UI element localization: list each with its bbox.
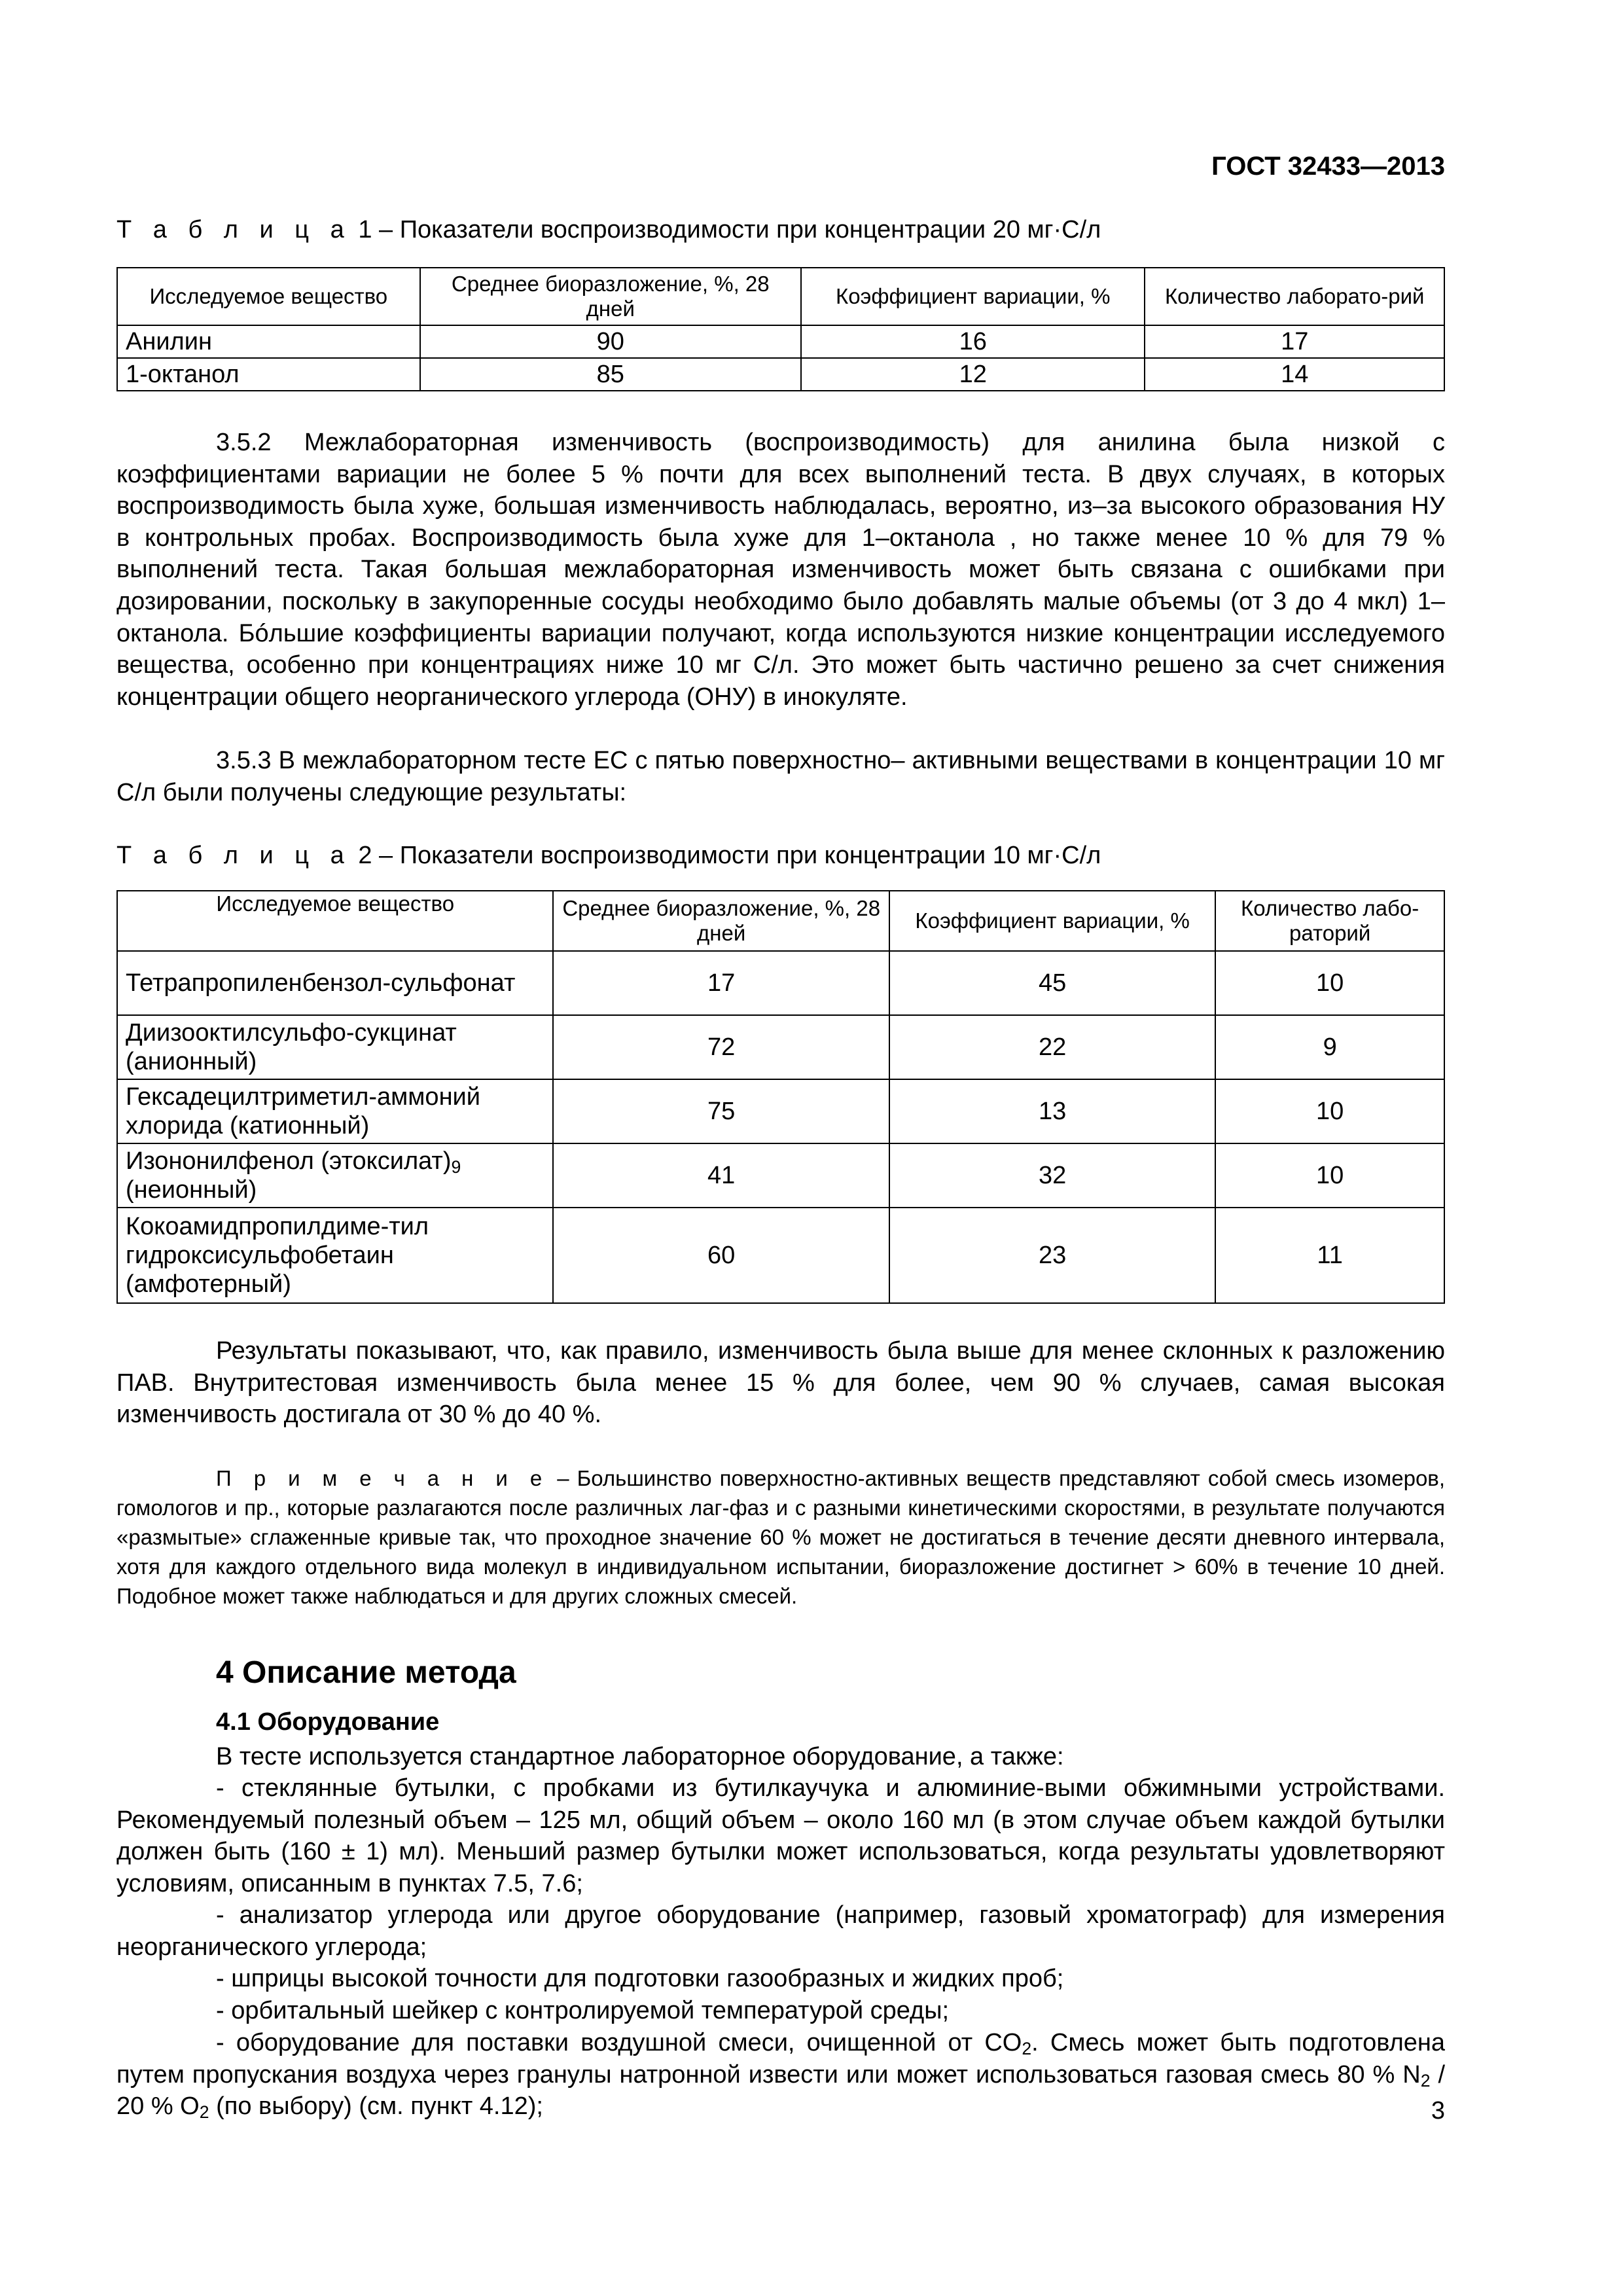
table2-cell: 60 (553, 1208, 889, 1303)
table-row (117, 325, 1444, 358)
equipment-item-5-text: (по выбору) (см. пункт 4.12); (209, 2092, 543, 2121)
paragraph-3-5-2-text: 3.5.2 Межлабораторная изменчивость (воспроизводимость) для анилина была низкой с коэффициентами вариации не более 5 % почти для всех выполнений теста. В двух случаях, в которых воспроизводимость была хуже, большая изменчивость наблюдалась, вероятно, из–за высокого образования НУ в контрольных пробах. Воспроизводимость была хуже для 1–октанола , но также менее 10 % для 79 % выполнений теста. Такая большая межлабораторная изменчивость может быть связана с ошибками при дозировании, поскольку в закупоренные сосуды необходимо было добавлять малые объемы (от 3 до 4 мкл) 1–октанола. Бóльшие коэффициенты вариации получают, когда используются низкие концентрации исследуемого вещества, особенно при концентрациях ниже 10 мг С/л. Это может быть частично решено за счет снижения концентрации общего неорганического углерода (ОНУ) в инокуляте. (116, 429, 1445, 711)
table1-header-cell: Коэффициент вариации, % (801, 268, 1145, 325)
note-label: П р и м е ч а н и е (216, 1466, 550, 1490)
table2-caption (116, 842, 1101, 870)
subsection-4-1-title: 4.1 Оборудование (216, 1708, 440, 1736)
equipment-item-5-text: - оборудование для поставки воздушной смеси, очищенной от CO (216, 2029, 1022, 2056)
table1-cell: 14 (1145, 358, 1444, 391)
page-number: 3 (1431, 2097, 1445, 2125)
table1-caption-label: Т а б л и ц а (116, 216, 351, 243)
table1-cell: 1-октанол (117, 358, 420, 391)
table1-caption-text: 1 – Показатели воспроизводимости при концентрации 20 мг·С/л (358, 216, 1101, 243)
results-paragraph (116, 1335, 1445, 1431)
section4-intro (116, 1741, 1445, 1773)
note-paragraph (116, 1463, 1445, 1611)
results-text: Результаты показывают, что, как правило, изменчивость была выше для менее склонных к разложению ПАВ. Внутритестовая изменчивость была менее 15 % для более, чем 90 % случаев, самая высокая изменчивость достигала от 30 % до 40 %. (116, 1337, 1445, 1429)
table2-cell: 22 (889, 1015, 1215, 1079)
table2-cell: 9 (1215, 1015, 1444, 1079)
table2-cell: Тетрапропиленбензол-сульфонат (117, 951, 553, 1015)
table2-cell: 41 (553, 1143, 889, 1208)
table-row (117, 358, 1444, 391)
table1-header-cell: Количество лаборато-рий (1145, 268, 1444, 325)
table-row (117, 1143, 1444, 1208)
equipment-item-5 (116, 2027, 1445, 2123)
table-row (117, 1015, 1444, 1079)
table2-cell: Кокоамидпропилдиме-тил гидроксисульфобетаин (амфотерный) (117, 1208, 553, 1303)
table2-cell: 23 (889, 1208, 1215, 1303)
equipment-item-5-text: . Смесь может быть подготовлена путем пропускания воздуха через гранулы натронной извести или может использоваться газовая смесь 80 % N (116, 2029, 1445, 2089)
table-row (117, 1079, 1444, 1143)
table2-cell-text: Изононилфенол (этоксилат) (126, 1147, 452, 1175)
table2-header-cell: Коэффициент вариации, % (889, 891, 1215, 951)
paragraph-3-5-3 (116, 745, 1445, 808)
n2-subscript: 2 (1420, 2070, 1431, 2090)
table-row (117, 951, 1444, 1015)
table2-cell (117, 1143, 553, 1208)
table2-cell-subscript: 9 (451, 1157, 461, 1177)
table2-cell: 10 (1215, 1079, 1444, 1143)
table2-cell-text: (неионный) (126, 1176, 257, 1204)
table2-cell: 10 (1215, 1143, 1444, 1208)
equipment-item-5-text: / 20 % O (116, 2060, 1446, 2121)
section4-intro-text: В тесте используется стандартное лабораторное оборудование, а также: (216, 1743, 1064, 1770)
equipment-item-4-text: - орбитальный шейкер с контролируемой температурой среды; (216, 1997, 950, 2024)
table2-cell: 13 (889, 1079, 1215, 1143)
equipment-item-1 (116, 1772, 1445, 1899)
table1-cell: 85 (420, 358, 801, 391)
table1-header-cell: Исследуемое вещество (117, 268, 420, 325)
equipment-item-4 (116, 1995, 1445, 2027)
table2-cell: 45 (889, 951, 1215, 1015)
table2-cell: 10 (1215, 951, 1444, 1015)
table1-cell: 17 (1145, 325, 1444, 358)
table2-header-row (117, 891, 1444, 951)
table1-cell: 90 (420, 325, 801, 358)
table1-cell: 12 (801, 358, 1145, 391)
table1-header-cell: Среднее биоразложение, %, 28 дней (420, 268, 801, 325)
table1 (116, 267, 1445, 391)
table2-header-cell: Среднее биоразложение, %, 28 дней (553, 891, 889, 951)
table2 (116, 890, 1445, 1304)
equipment-item-3-text: - шприцы высокой точности для подготовки газообразных и жидких проб; (216, 1965, 1064, 1992)
table2-caption-text: 2 – Показатели воспроизводимости при концентрации 10 мг·С/л (358, 842, 1101, 869)
section-4-title: 4 Описание метода (216, 1655, 516, 1690)
table2-header-cell: Количество лабо-раторий (1215, 891, 1444, 951)
table2-cell: 11 (1215, 1208, 1444, 1303)
table2-cell: 17 (553, 951, 889, 1015)
note-text: – Большинство поверхностно-активных веществ представляют собой смесь изомеров, гомологов и пр., которые разлагаются после различных лаг-фаз и с разными кинетическими скоростями, в результате получаются «размытые» сглаженные кривые так, что проходное значение 60 % может не достигаться в течение десяти дневного интервала, хотя для каждого отдельного вида молекул в индивидуальном испытании, биоразложение достигнет > 60% в течение 10 дней. Подобное может также наблюдаться и для других сложных смесей. (116, 1466, 1445, 1608)
table2-caption-label: Т а б л и ц а (116, 842, 351, 869)
table1-caption (116, 216, 1101, 244)
equipment-item-3 (116, 1963, 1445, 1995)
equipment-item-1-text: - стеклянные бутылки, с пробками из бутилкаучука и алюминие-выми обжимными устройствами. Рекомендуемый полезный объем – 125 мл, общий объем – около 160 мл (в этом случае объем каждой бутылки должен быть (160 ± 1) мл). Меньший размер бутылки может использоваться, когда результаты удовлетворяют условиям, описанным в пунктах 7.5, 7.6; (116, 1774, 1445, 1897)
table2-cell: Гексадецилтриметил-аммоний хлорида (катионный) (117, 1079, 553, 1143)
document-header: ГОСТ 32433—2013 (1211, 152, 1445, 181)
table2-cell: 75 (553, 1079, 889, 1143)
table1-cell: 16 (801, 325, 1145, 358)
equipment-item-2 (116, 1899, 1445, 1963)
table-row (117, 1208, 1444, 1303)
equipment-item-2-text: - анализатор углерода или другое оборудование (например, газовый хроматограф) для измерения неорганического углерода; (116, 1901, 1445, 1961)
o2-subscript: 2 (199, 2102, 209, 2123)
paragraph-3-5-3-text: 3.5.3 В межлабораторном тесте ЕС с пятью поверхностно– активными веществами в концентрации 10 мг С/л были получены следующие результаты: (116, 747, 1445, 806)
table2-cell: Диизооктилсульфо-сукцинат (анионный) (117, 1015, 553, 1079)
table2-header-cell: Исследуемое вещество (117, 891, 553, 951)
table1-cell: Анилин (117, 325, 420, 358)
table2-cell: 72 (553, 1015, 889, 1079)
table2-cell: 32 (889, 1143, 1215, 1208)
paragraph-3-5-2 (116, 427, 1445, 713)
co2-subscript: 2 (1022, 2039, 1032, 2058)
table1-header-row (117, 268, 1444, 325)
